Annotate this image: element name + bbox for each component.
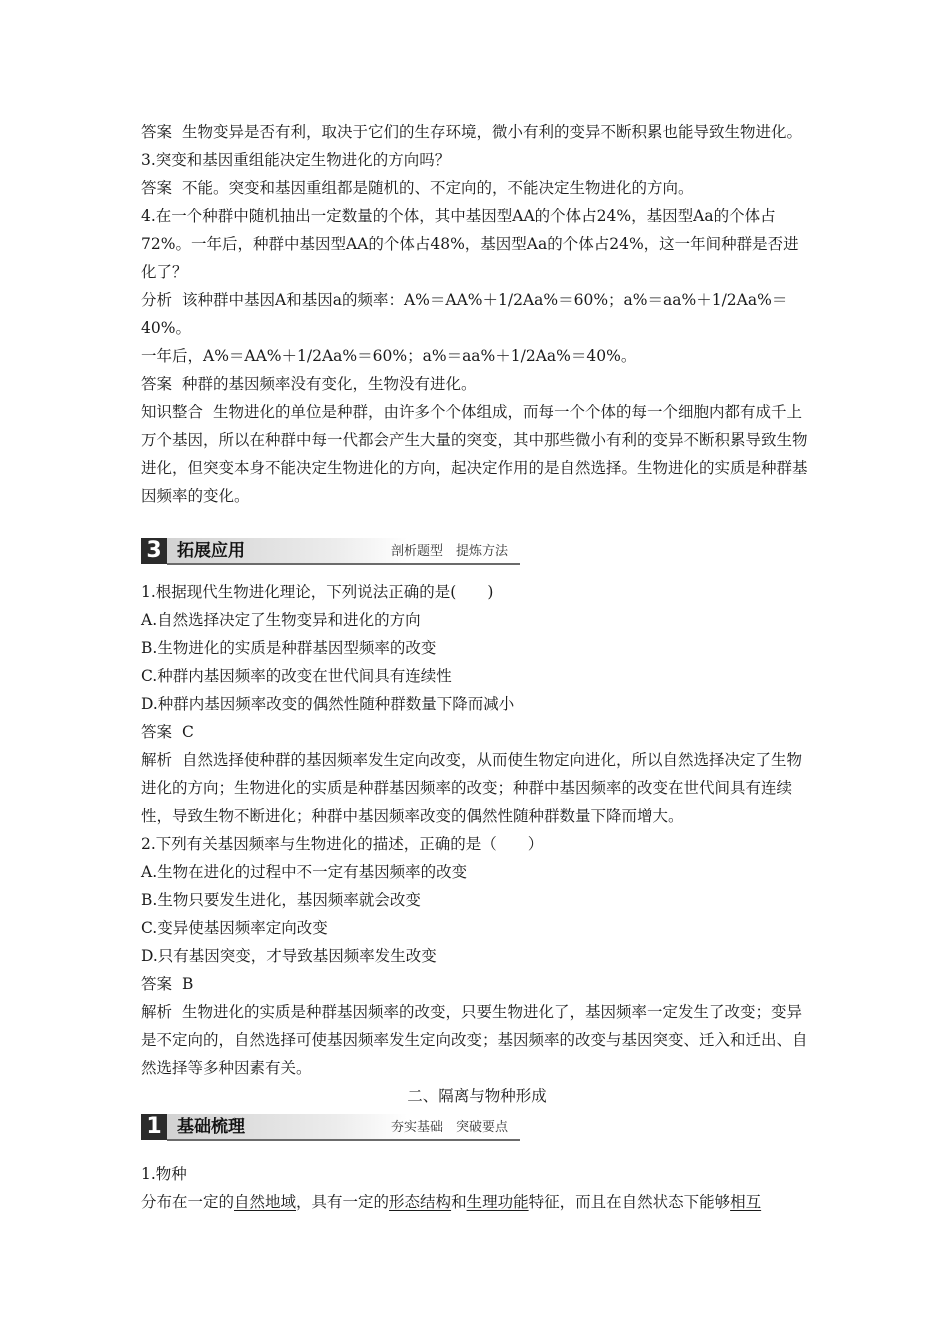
- ex1-option-a: A.自然选择决定了生物变异和进化的方向: [141, 611, 421, 629]
- section-banner-basics: [141, 1114, 813, 1142]
- ex2-explanation: [141, 998, 813, 1082]
- ex2-question: 2.下列有关基因频率与生物进化的描述，正确的是（ ）: [141, 835, 544, 853]
- part-heading: 二、隔离与物种形成: [407, 1087, 547, 1105]
- q4-answer: [141, 370, 813, 398]
- ex2-option-d: D.只有基因突变，才导致基因频率发生改变: [141, 947, 437, 965]
- ex2-option-b: B.生物只要发生进化，基因频率就会改变: [141, 891, 421, 909]
- explanation-text: 生物进化的实质是种群基因频率的改变，只要生物进化了，基因频率一定发生了改变；变异是不定向的，自然选择可使基因频率发生定向改变；基因频率的改变与基因突变、迁入和迁出、自然选择等多种因素有关。: [141, 1003, 808, 1077]
- answer-label: 答案: [141, 723, 173, 741]
- analysis-label: 分析: [141, 291, 173, 309]
- definition-text: 特征，而且在自然状态下能够: [528, 1193, 731, 1211]
- q4-analysis: [141, 286, 813, 342]
- blank-physiology: 生理功能: [466, 1193, 529, 1211]
- ex2-option-a: A.生物在进化的过程中不一定有基因频率的改变: [141, 863, 468, 881]
- q2-answer: [141, 118, 813, 146]
- answer-label: 答案: [141, 179, 173, 197]
- section-subtitle: 剖析题型 提炼方法: [391, 544, 509, 559]
- section-title: 基础梳理: [177, 1117, 245, 1137]
- q3-question: 3.突变和基因重组能决定生物进化的方向吗？: [141, 151, 451, 169]
- banner-rule: [167, 563, 520, 565]
- answer-label: 答案: [141, 375, 173, 393]
- banner-rule: [167, 1139, 520, 1141]
- definition-text: ，具有一定的: [296, 1193, 390, 1211]
- blank-natural-region: 自然地域: [234, 1193, 297, 1211]
- answer-label: 答案: [141, 975, 173, 993]
- analysis-text: 该种群中基因A和基因a的频率：A%＝AA%＋1/2Aa%＝60%；a%＝aa%＋1/2Aa%＝40%。: [141, 291, 788, 337]
- knowledge-summary: [141, 398, 813, 510]
- section-number: 1: [141, 1114, 167, 1140]
- answer-text: 不能。突变和基因重组都是随机的、不定向的，不能决定生物进化的方向。: [182, 179, 694, 197]
- ex1-answer: [141, 718, 813, 746]
- section-number: 3: [141, 538, 167, 564]
- answer-text: C: [182, 723, 194, 741]
- blank-morphology: 形态结构: [389, 1193, 452, 1211]
- ex2-answer: [141, 970, 813, 998]
- ex1-explanation: [141, 746, 813, 830]
- ex1-option-b: B.生物进化的实质是种群基因型频率的改变: [141, 639, 437, 657]
- knowledge-text: 生物进化的单位是种群，由许多个个体组成，而每一个个体的每一个细胞内都有成千上万个基因，所以在种群中每一代都会产生大量的突变，其中那些微小有利的变异不断积累导致生物进化，但突变本身不能决定生物进化的方向，起决定作用的是自然选择。生物进化的实质是种群基因频率的变化。: [141, 403, 808, 505]
- ex2-option-c: C.变异使基因频率定向改变: [141, 919, 328, 937]
- section-banner-extension: [141, 538, 813, 566]
- species-definition: [141, 1188, 813, 1216]
- answer-text: B: [182, 975, 194, 993]
- definition-text: 和: [451, 1193, 467, 1211]
- explanation-label: 解析: [141, 751, 173, 769]
- answer-text: 种群的基因频率没有变化，生物没有进化。: [182, 375, 477, 393]
- q4-question: 4.在一个种群中随机抽出一定数量的个体，其中基因型AA的个体占24%，基因型Aa的个体占72%。一年后，种群中基因型AA的个体占48%，基因型Aa的个体占24%，这一年间种群是否进化了？: [141, 207, 799, 281]
- species-heading: 1.物种: [141, 1165, 187, 1183]
- knowledge-label: 知识整合: [141, 403, 204, 421]
- q3-answer: [141, 174, 813, 202]
- explanation-label: 解析: [141, 1003, 173, 1021]
- section-title: 拓展应用: [177, 541, 245, 561]
- ex1-option-c: C.种群内基因频率的改变在世代间具有连续性: [141, 667, 452, 685]
- answer-text: 生物变异是否有利，取决于它们的生存环境，微小有利的变异不断积累也能导致生物进化。: [182, 123, 803, 141]
- q4-analysis-2: 一年后，A%＝AA%＋1/2Aa%＝60%；a%＝aa%＋1/2Aa%＝40%。: [141, 347, 637, 365]
- document-body: [141, 118, 813, 1216]
- ex1-question: 1.根据现代生物进化理论，下列说法正确的是( ): [141, 583, 494, 601]
- blank-mutual: 相互: [730, 1193, 762, 1211]
- answer-label: 答案: [141, 123, 173, 141]
- section-subtitle: 夯实基础 突破要点: [391, 1120, 509, 1135]
- ex1-option-d: D.种群内基因频率改变的偶然性随种群数量下降而减小: [141, 695, 515, 713]
- definition-text: 分布在一定的: [141, 1193, 235, 1211]
- explanation-text: 自然选择使种群的基因频率发生定向改变，从而使生物定向进化，所以自然选择决定了生物进化的方向；生物进化的实质是种群基因频率的改变；种群中基因频率的改变在世代间具有连续性，导致生物不断进化；种群中基因频率改变的偶然性随种群数量下降而增大。: [141, 751, 803, 825]
